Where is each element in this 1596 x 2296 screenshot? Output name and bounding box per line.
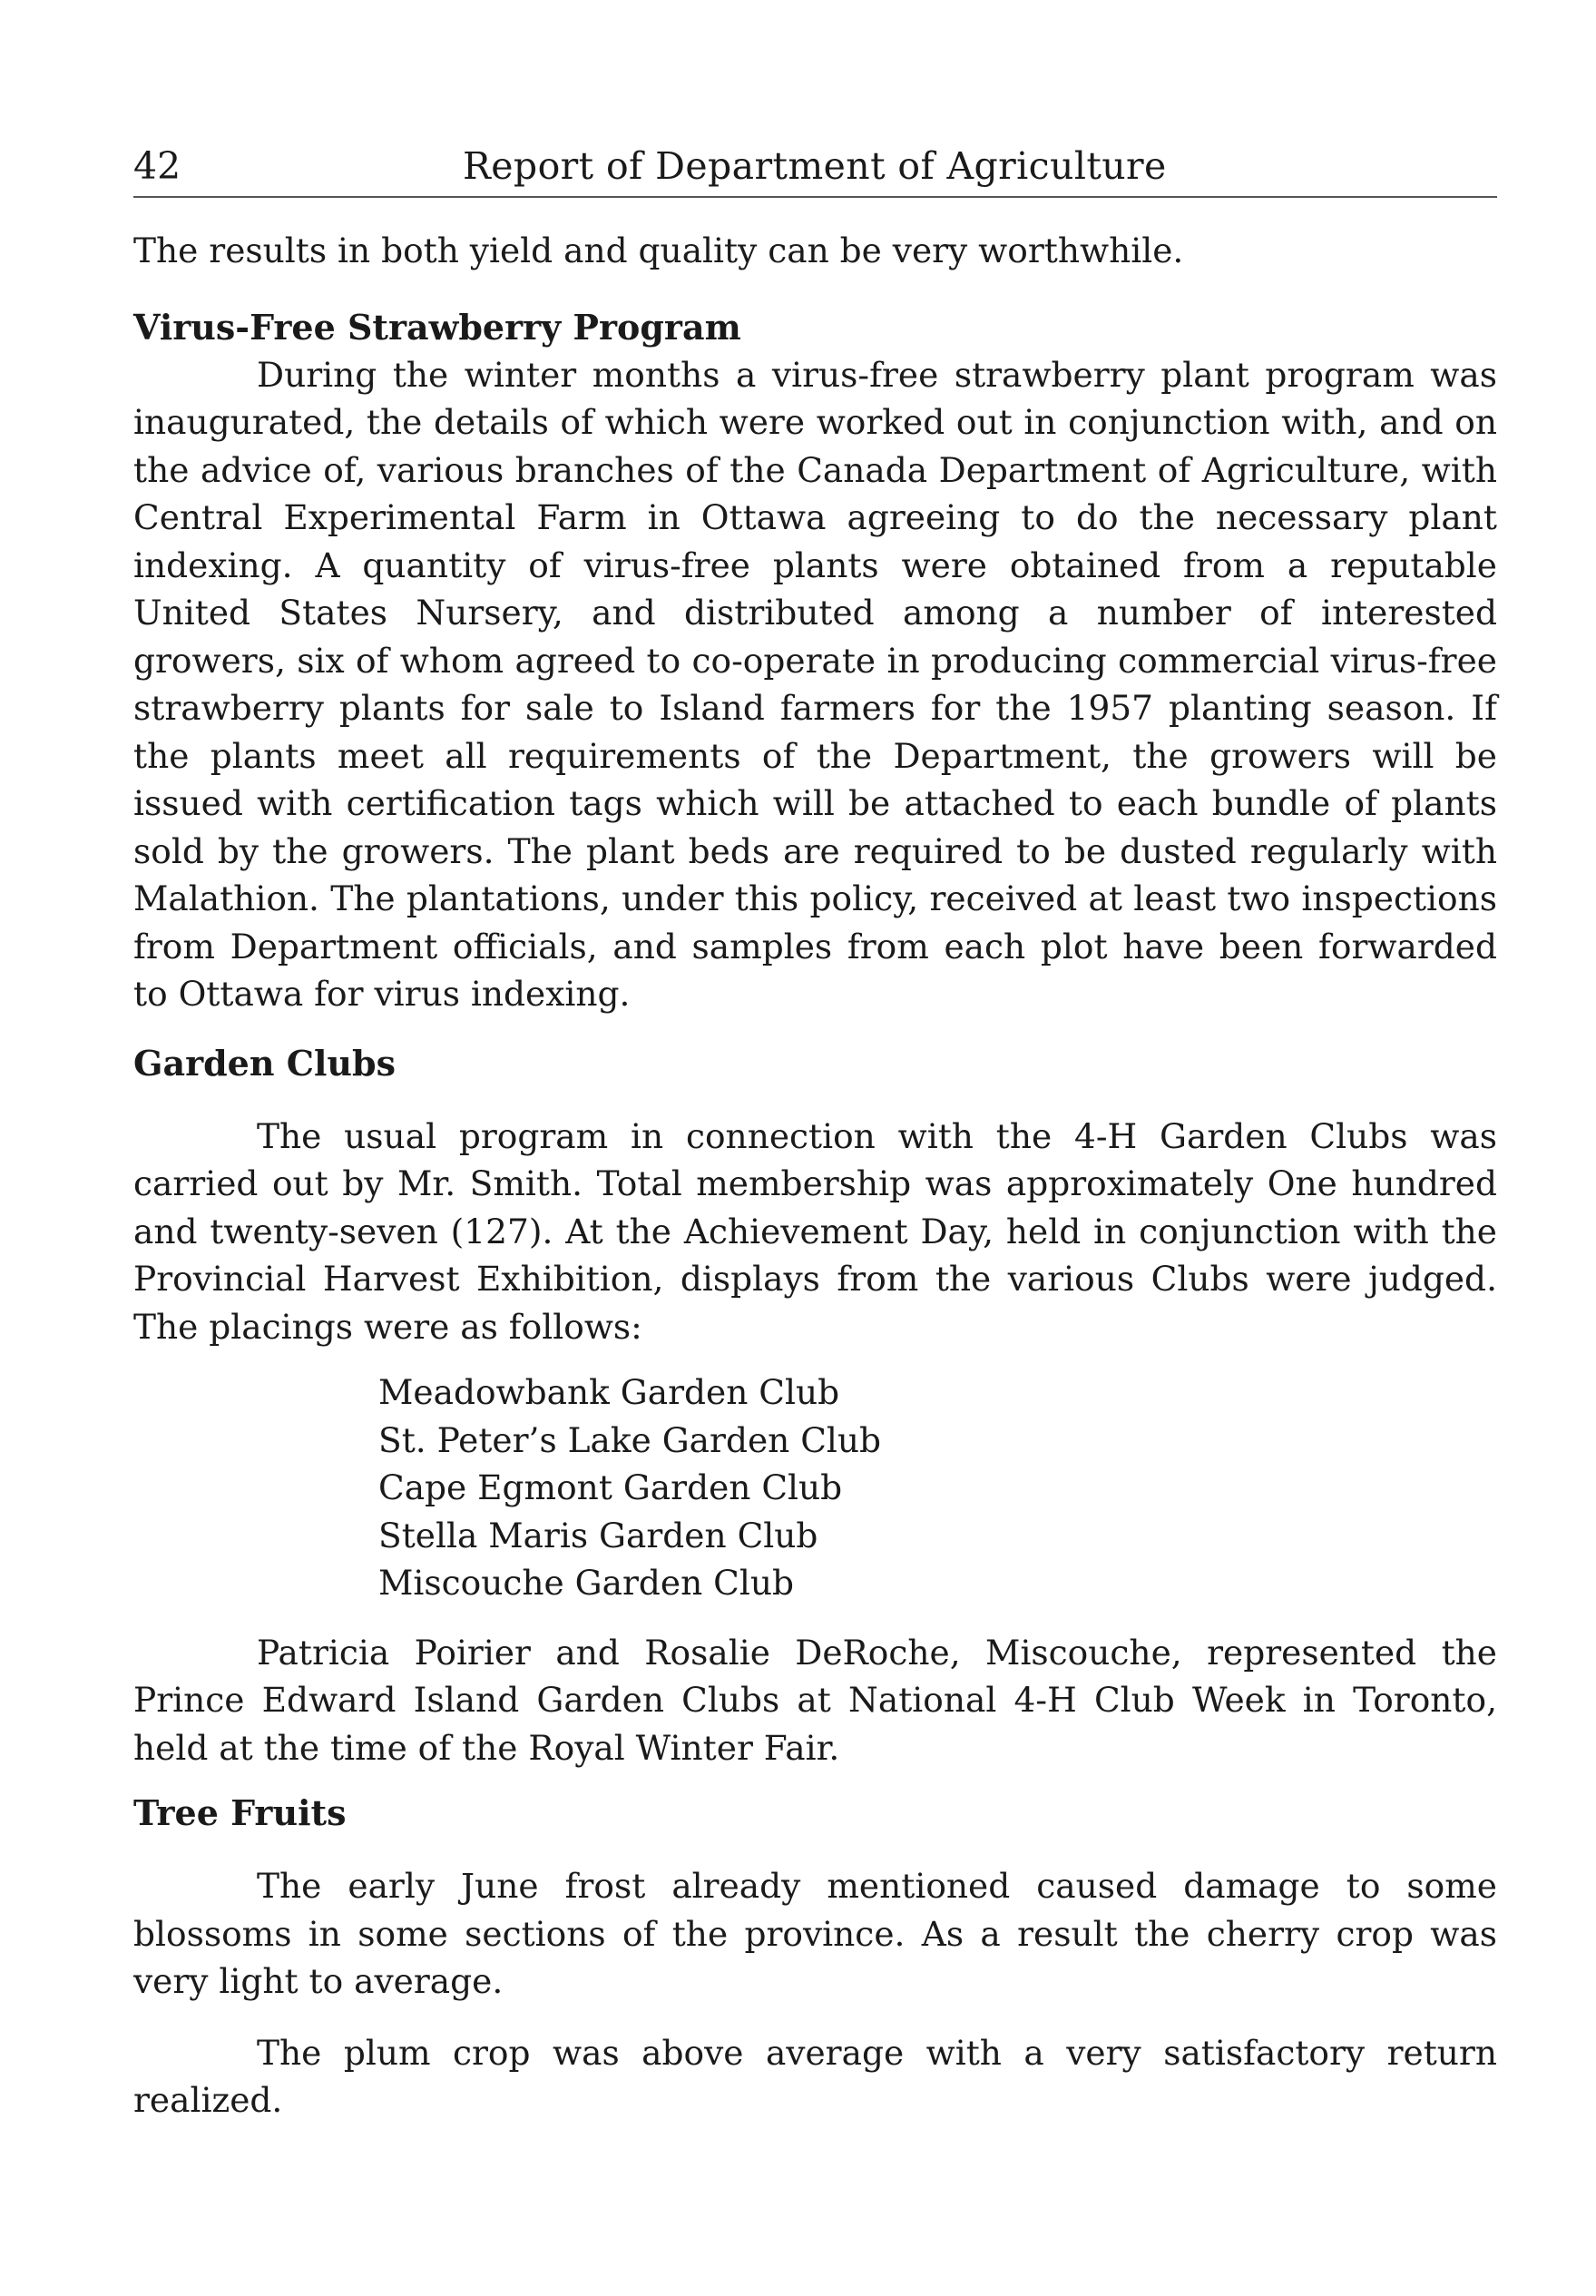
list-item: Cape Egmont Garden Club bbox=[378, 1467, 843, 1507]
paragraph: The plum crop was above average with a very satisfactory return realized. bbox=[133, 2032, 1497, 2120]
running-header bbox=[133, 136, 1497, 198]
running-title: Report of Department of Agriculture bbox=[463, 144, 1167, 188]
list-item: Stella Maris Garden Club bbox=[378, 1515, 818, 1555]
list-item: Miscouche Garden Club bbox=[378, 1563, 794, 1603]
list-item: St. Peter’s Lake Garden Club bbox=[378, 1419, 882, 1460]
paragraph: Patricia Poirier and Rosalie DeRoche, Miscouche, represented the Prince Edward Island Garden Clubs at National 4-H Club Week in Toronto, held at the time of the Royal Winter Fair. bbox=[133, 1632, 1497, 1768]
section-virus-free-strawberry bbox=[133, 304, 1497, 1018]
page-number: 42 bbox=[133, 144, 181, 188]
paragraph: The early June frost already mentioned caused damage to some blossoms in some sections of the province. As a result the cherry crop was very light to average. bbox=[133, 1866, 1497, 2001]
paragraph: The usual program in connection with the 4-H Garden Clubs was carried out by Mr. Smith. Total membership was approximately One hundred and twenty-seven (127). At the Achievement Day, held in conjunction with the Provincial Harvest Exhibition, displays from the various Clubs were judged. The placings were as follows: bbox=[133, 1115, 1497, 1347]
section-heading: Virus-Free Strawberry Program bbox=[133, 306, 741, 348]
intro-line: The results in both yield and quality can be very worthwhile. bbox=[133, 231, 1184, 270]
section-heading: Garden Clubs bbox=[133, 1042, 396, 1084]
placings-list bbox=[378, 1369, 1497, 1607]
section-garden-clubs bbox=[133, 1040, 1497, 1772]
section-tree-fruits bbox=[133, 1790, 1497, 2124]
section-heading: Tree Fruits bbox=[133, 1792, 347, 1833]
list-item: Meadowbank Garden Club bbox=[378, 1372, 840, 1412]
document-page bbox=[133, 136, 1497, 2124]
paragraph: During the winter months a virus-free strawberry plant program was inaugurated, the details of which were worked out in conjunction with, and on the advice of, various branches of the Canada Department of Agriculture, with Central Experimental Farm in Ottawa agreeing to do the necessary plant indexing. A quantity of virus-free plants were obtained from a reputable United States Nursery, and distributed among a number of interested growers, six of whom agreed to co-operate in producing commercial virus-free strawberry plants for sale to Island farmers for the 1957 planting season. If the plants meet all requirements of the Department, the growers will be issued with certification tags which will be attached to each bundle of plants sold by the growers. The plant beds are required to be dusted regularly with Malathion. The plantations, under this policy, received at least two inspections from Department officials, and samples from each plot have been forwarded to Ottawa for virus indexing. bbox=[133, 354, 1497, 1014]
